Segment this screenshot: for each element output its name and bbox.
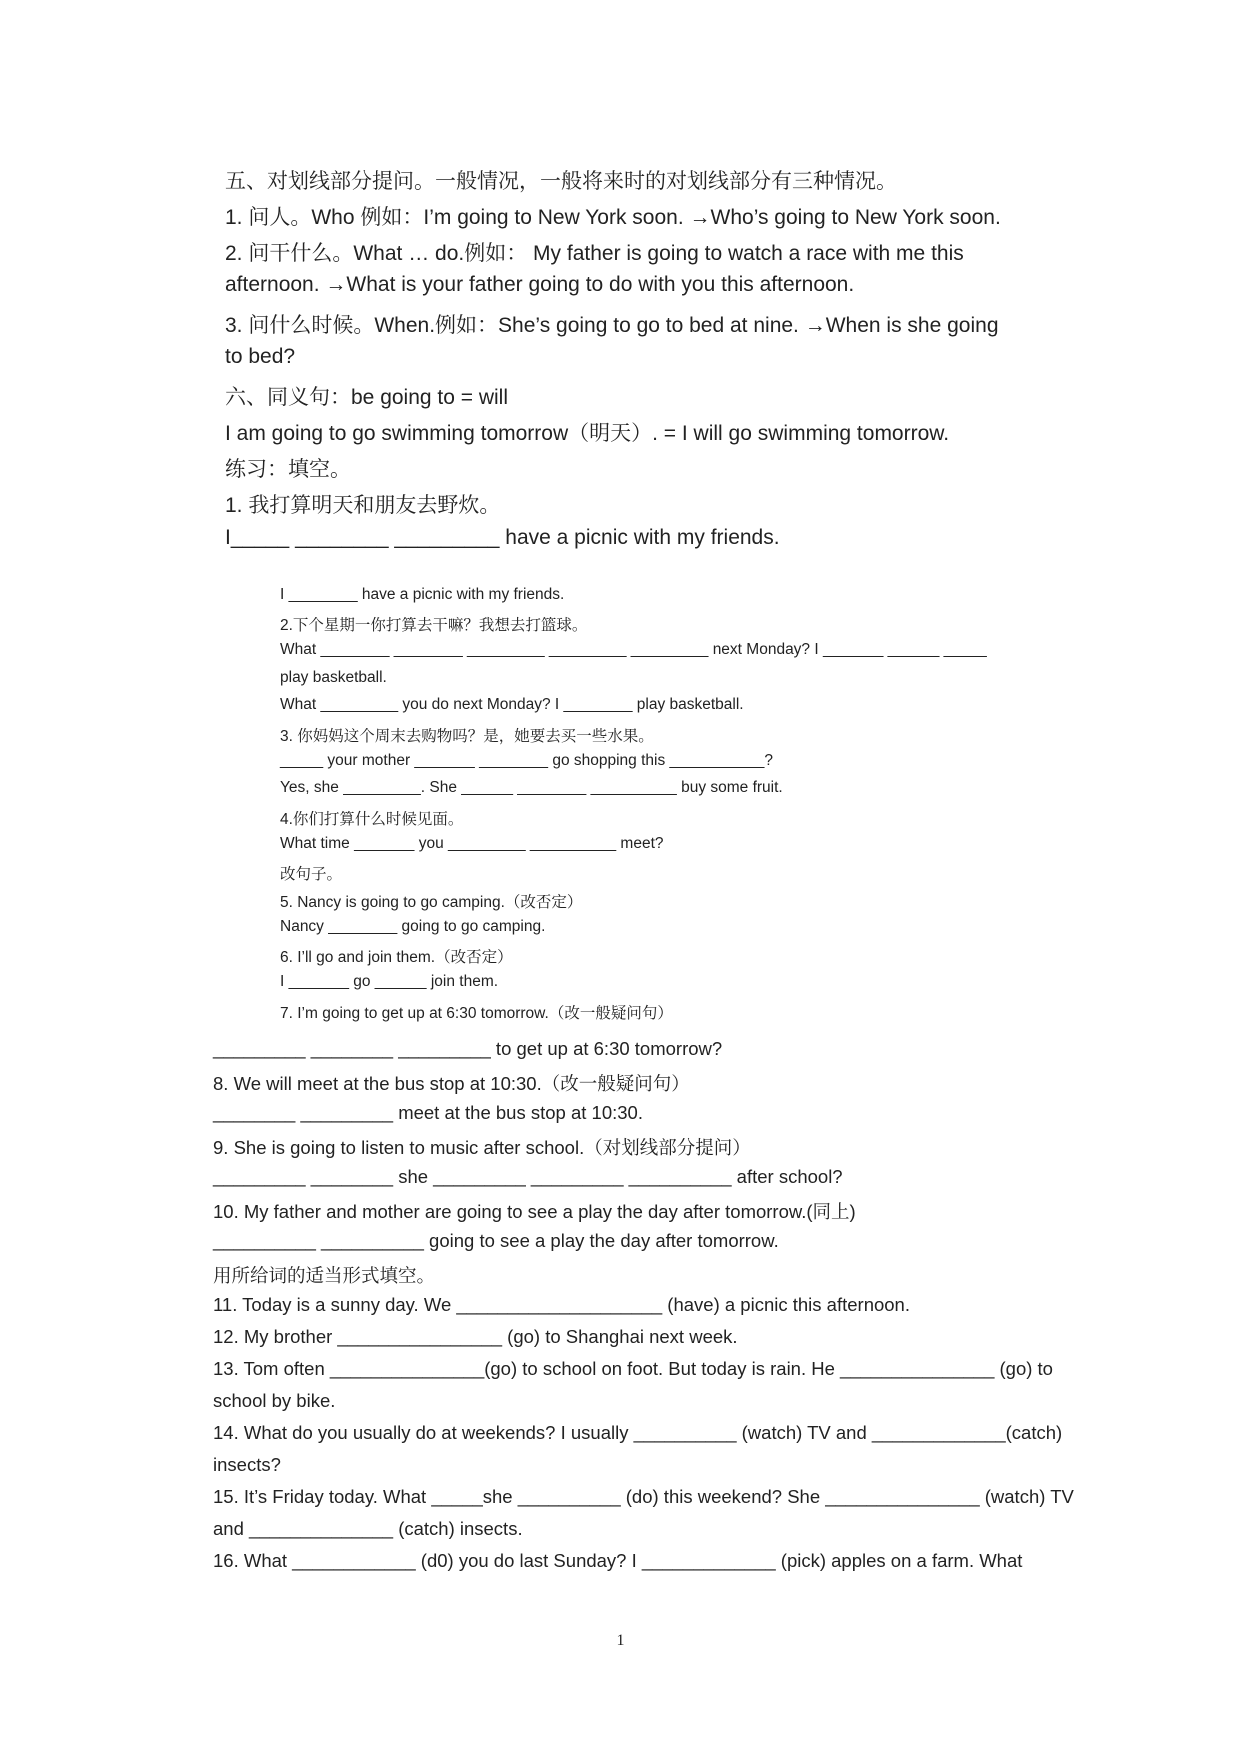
text-line: afternoon. →What is your father going to do with you this afternoon. [225, 273, 855, 296]
text-line: 11. Today is a sunny day. We ____________________ (have) a picnic this afternoon. [213, 1294, 910, 1315]
text-line: 15. It’s Friday today. What _____she __________ (do) this weekend? She _______________ (watch) TV [213, 1486, 1074, 1507]
text-line: Nancy ________ going to go camping. [280, 918, 546, 935]
text-line: I_____ ________ _________ have a picnic with my friends. [225, 526, 780, 549]
text-line: play basketball. [280, 669, 387, 686]
text-line: _____ your mother _______ ________ go shopping this ___________? [280, 752, 773, 769]
text-line: and ______________ (catch) insects. [213, 1518, 523, 1539]
text-line: 14. What do you usually do at weekends? I usually __________ (watch) TV and _____________(catch) [213, 1422, 1063, 1443]
text-line: 2. 问干什么。What … do.例如： My father is going to watch a race with me this [225, 242, 964, 265]
text-line: 4.你们打算什么时候见面。 [280, 811, 464, 828]
text-line: _________ ________ _________ to get up at 6:30 tomorrow? [213, 1038, 723, 1059]
text-line: What time _______ you _________ __________ meet? [280, 835, 664, 852]
text-line: 2.下个星期一你打算去干嘛？我想去打篮球。 [280, 617, 588, 634]
text-line: to bed? [225, 345, 296, 368]
text-line: 1. 问人。Who 例如：I’m going to New York soon. →Who’s going to New York soon. [225, 206, 1001, 229]
text-line: 3. 你妈妈这个周末去购物吗？是，她要去买一些水果。 [280, 728, 654, 745]
text-line: 3. 问什么时候。When.例如：She’s going to go to bed at nine. →When is she going [225, 314, 999, 337]
section-6-heading: 六、同义句：be going to = will [225, 386, 509, 409]
text-line: I ________ have a picnic with my friends. [280, 586, 565, 603]
text-line: 10. My father and mother are going to see a play the day after tomorrow.(同上) [213, 1201, 856, 1222]
text-line: _________ ________ she _________ _________ __________ after school? [213, 1166, 843, 1187]
text-line: 9. She is going to listen to music after school.（对划线部分提问） [213, 1137, 751, 1158]
text-line: I _______ go ______ join them. [280, 973, 499, 990]
text-line: 12. My brother ________________ (go) to Shanghai next week. [213, 1326, 738, 1347]
exercise-heading: 练习：填空。 [225, 458, 351, 481]
text-line: ________ _________ meet at the bus stop at 10:30. [213, 1102, 643, 1123]
text-line: __________ __________ going to see a play the day after tomorrow. [213, 1230, 779, 1251]
text-line: 16. What ____________ (d0) you do last Sunday? I _____________ (pick) apples on a farm. What [213, 1550, 1023, 1571]
section-5-heading: 五、对划线部分提问。一般情况，一般将来时的对划线部分有三种情况。 [225, 170, 897, 193]
text-line: school by bike. [213, 1390, 336, 1411]
text-line: 改句子。 [280, 866, 343, 883]
text-line: 6. I’ll go and join them.（改否定） [280, 949, 513, 966]
text-line: 8. We will meet at the bus stop at 10:30.（改一般疑问句） [213, 1073, 690, 1094]
text-line: 13. Tom often _______________(go) to school on foot. But today is rain. He _______________ (go) to [213, 1358, 1053, 1379]
text-line: 5. Nancy is going to go camping.（改否定） [280, 894, 583, 911]
text-line: insects? [213, 1454, 281, 1475]
page-number: 1 [616, 1632, 625, 1649]
text-line: I am going to go swimming tomorrow（明天）. = I will go swimming tomorrow. [225, 422, 950, 445]
text-line: What ________ ________ _________ _________ _________ next Monday? I _______ ______ _____ [280, 641, 987, 658]
text-line: 7. I’m going to get up at 6:30 tomorrow.（改一般疑问句） [280, 1005, 673, 1022]
text-line: 1. 我打算明天和朋友去野炊。 [225, 494, 501, 517]
text-line: Yes, she _________. She ______ ________ __________ buy some fruit. [280, 779, 783, 796]
text-line: What _________ you do next Monday? I ________ play basketball. [280, 696, 744, 713]
fill-in-heading: 用所给词的适当形式填空。 [213, 1265, 436, 1286]
